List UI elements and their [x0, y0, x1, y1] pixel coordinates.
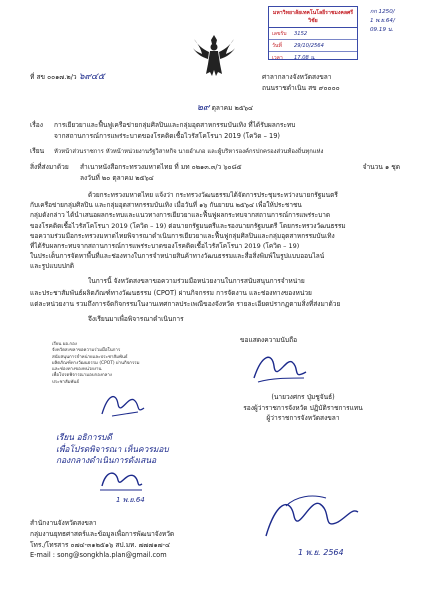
- enclosure-label: สิ่งที่ส่งมาด้วย: [30, 163, 69, 171]
- body-line: ด้วยกระทรวงมหาดไทย แจ้งว่า กระทรวงวัฒนธรรมได้จัดการประชุมระหว่างนายกรัฐมนตรี: [88, 191, 338, 199]
- body-paragraph-2: [30, 276, 402, 311]
- receipt-stamp: [268, 6, 358, 60]
- top-right-note-line: 1 พ.ย.64/: [370, 18, 395, 24]
- top-right-note-line: กก 1250/: [370, 9, 395, 15]
- approver-signature-icon: [96, 466, 146, 496]
- office-address: [262, 72, 340, 94]
- handwritten-note: [56, 432, 169, 467]
- date-month-year: ตุลาคม ๒๕๖๔: [211, 104, 254, 112]
- receipt-stamp-row: [269, 40, 357, 52]
- margin-note-line: สนับสนุนการจำหน่ายและประชาสัมพันธ์: [52, 354, 128, 360]
- margin-note: [52, 342, 140, 386]
- receipt-stamp-row: [269, 28, 357, 40]
- subject-label: เรื่อง: [30, 121, 43, 129]
- footer-line: โทร./โทรสาร ๐๗๔-๓๑๒๕๑๖ สป.มท. ๗๗๗๑๗-๔: [30, 540, 170, 549]
- doc-number: [30, 72, 105, 82]
- enclosure-block: [30, 162, 400, 184]
- date-day-handwritten: ๒๙: [197, 103, 210, 113]
- recipient-label: เรียน: [30, 147, 45, 155]
- signer-signature-icon: [248, 348, 310, 388]
- footer-line: สำนักงานจังหวัดสงขลา: [30, 519, 97, 527]
- receipt-stamp-key: เลขรับ: [272, 30, 287, 37]
- signer-name: (นายวงศกร ปุ่มชูจันธ์): [271, 393, 335, 401]
- handwritten-note-date: 1 พ.ย.64: [116, 496, 145, 504]
- margin-note-line: เรียน ผอ.กอง: [52, 342, 77, 347]
- body-paragraph-1: [30, 190, 402, 272]
- subject-block: [30, 120, 295, 142]
- body-line: ในประเด็นการจัดหาพื้นที่และช่องทางในการจำหน่ายสินค้าทางวัฒนธรรมและสื่อสิ่งพิมพ์ในรูปแบบออนไลน์: [30, 252, 325, 261]
- bottom-right-handwritten-date: 1 พ.ย. 2564: [298, 548, 344, 557]
- body-line: กลุ่มดังกล่าว ได้นำเสนอผลกระทบและแนวทางการเยียวยาและฟื้นฟูผลกระทบจากสถานการณ์การแพร่ระบาด: [30, 211, 331, 220]
- margin-note-line: และช่องทางของหน่วยงาน: [52, 367, 102, 373]
- left-signature-icon: [98, 388, 148, 422]
- office-line: ศาลากลางจังหวัดสงขลา: [262, 73, 332, 81]
- body-line: ในการนี้ จังหวัดสงขลาขอความร่วมมือหน่วยงานในการสนับสนุนการจำหน่าย: [88, 277, 305, 285]
- margin-note-line: ผลิตภัณฑ์ทางวัฒนธรรม (CPOT) ผ่านกิจกรรม: [52, 360, 140, 366]
- body-line: ขอความร่วมมือกระทรวงมหาดไทยพิจารณาดำเนินการเยียวยาและฟื้นฟูกลุ่มศิลปินและกลุ่มอุตสาหกรรมบันเทิง: [30, 231, 335, 240]
- receipt-stamp-value: 3152: [294, 30, 308, 37]
- signer-block: [228, 392, 378, 424]
- subject-line: จากสถานการณ์การแพร่ระบาดของโรคติดเชื้อไวรัสโคโรนา 2019 (โควิด – 19): [54, 132, 280, 140]
- footer-line: E-mail : song@songkhla.plan@gmail.com: [30, 551, 167, 560]
- enclosure-line: ลงวันที่ ๒๐ ตุลาคม ๒๕๖๔: [80, 174, 154, 182]
- footer-line: กลุ่มงานยุทธศาสตร์และข้อมูลเพื่อการพัฒนาจังหวัด: [30, 529, 175, 538]
- top-right-note: [370, 8, 395, 35]
- closing-request: จึงเรียนมาเพื่อพิจารณาดำเนินการ: [88, 315, 184, 323]
- body-line: แต่ละหน่วยงาน รวมถึงการจัดกิจกรรมในงานเทศกาลประเพณีของจังหวัด รายละเอียดปรากฏตามสิ่งที่ส่งมาด้วย: [30, 300, 341, 308]
- signer-title: รองผู้ว่าราชการจังหวัด ปฏิบัติราชการแทน: [243, 403, 363, 412]
- recipient-block: [30, 148, 323, 156]
- handwritten-note-line: กองกลางดำเนินการดังเสนอ: [56, 455, 157, 465]
- top-right-note-line: 09.19 น.: [370, 27, 394, 33]
- enclosure-line: สำเนาหนังสือกระทรวงมหาดไทย ที่ มท ๐๒๑๓.๓/ว ๖๐๘๕: [80, 163, 242, 171]
- recipient-text: หัวหน้าส่วนราชการ หัวหน้าหน่วยงานรัฐวิสาหกิจ นายอำเภอ และผู้บริหารองค์กรปกครองส่วนท้องถิ่นทุกแห่ง: [54, 149, 324, 155]
- margin-note-line: จังหวัดสงขลาขอความร่วมมือในการ: [52, 348, 121, 354]
- subject-line: การเยียวยาและฟื้นฟูเครือข่ายกลุ่มศิลปินและกลุ่มอุตสาหกรรมบันเทิง ที่ได้รับผลกระทบ: [54, 121, 296, 129]
- footer-block: [30, 518, 174, 561]
- office-line: ถนนราชดำเนิน สข ๙๐๐๐๐: [262, 84, 340, 92]
- body-line: ที่ได้รับผลกระทบจากสถานการณ์การแพร่ระบาดของโรคติดเชื้อไวรัสโคโรนา 2019 (โควิด – 19): [30, 242, 300, 251]
- handwritten-note-line: เรียน อธิการบดี: [56, 432, 112, 442]
- receipt-stamp-title: มหาวิทยาลัยเทคโนโลยีราชมงคลศรีวิชัย: [269, 7, 357, 28]
- body-line: ของโรคติดเชื้อไวรัสโคโรนา 2019 (โควิด – 19) ต่อนายกรัฐมนตรีและรองนายกรัฐมนตรี โดยกระทรวงวัฒนธรรม: [30, 221, 346, 230]
- margin-note-line: ประชาสัมพันธ์: [52, 379, 80, 385]
- body-line: กับเครือข่ายกลุ่มศิลปิน และกลุ่มอุตสาหกรรมบันเทิง เมื่อวันที่ ๑๖ กันยายน ๒๕๖๔ เพื่อให้ประชาชน: [30, 201, 302, 210]
- receipt-stamp-key: วันที่: [272, 42, 282, 49]
- margin-note-line: เพื่อโปรดพิจารณามอบกองกลาง: [52, 373, 112, 379]
- receipt-stamp-row: [269, 52, 357, 63]
- doc-number-handwritten: ๖๙๔๕: [78, 72, 105, 82]
- signer-title: ผู้ว่าราชการจังหวัดสงขลา: [266, 414, 340, 422]
- body-line: และประชาสัมพันธ์ผลิตภัณฑ์ทางวัฒนธรรม (CPOT) ผ่านกิจกรรม การจัดงาน และช่องทางของหน่วย: [30, 288, 312, 297]
- receipt-stamp-key: เวลา: [272, 54, 283, 61]
- handwritten-note-line: เพื่อโปรดพิจารณา เห็นควรมอบ: [56, 443, 169, 454]
- receipt-stamp-value: 17.08 น.: [294, 54, 316, 61]
- garuda-emblem-icon: [192, 32, 236, 80]
- document-date: [197, 103, 253, 113]
- bottom-right-signature-icon: [256, 486, 366, 546]
- enclosure-count: จำนวน ๑ ชุด: [362, 163, 400, 171]
- closing-regards: ขอแสดงความนับถือ: [240, 336, 298, 344]
- receipt-stamp-value: 29/10/2564: [294, 42, 324, 49]
- doc-number-prefix: ที่ สข ๐๐๑๗.๒/ว: [30, 73, 77, 81]
- body-line: และรูปแบบปกติ: [30, 262, 75, 271]
